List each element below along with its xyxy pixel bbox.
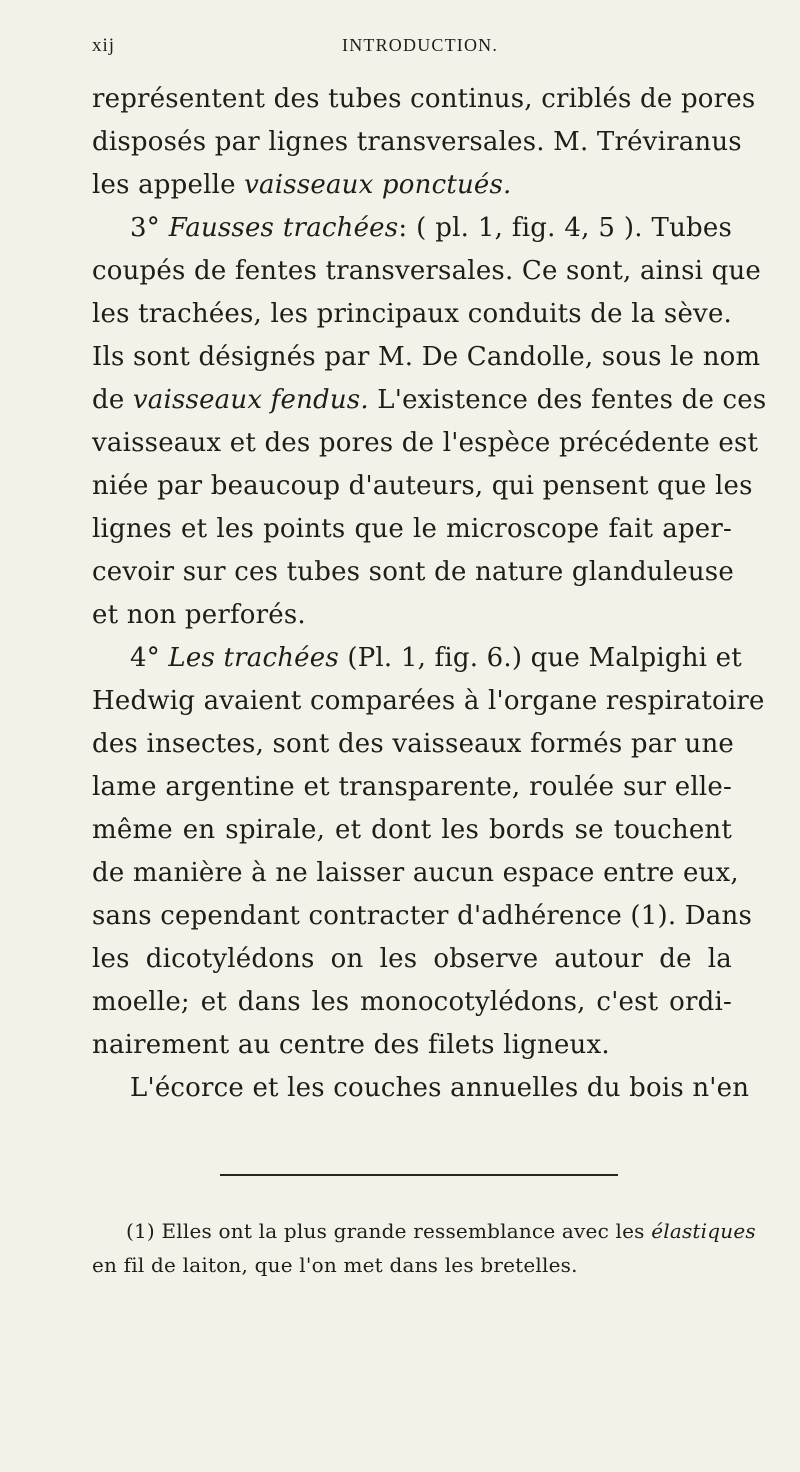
text-line: des insectes, sont des vaisseaux formés par une (92, 729, 735, 759)
page-number: xij (92, 35, 116, 56)
text-line (92, 164, 732, 207)
page-header (92, 35, 732, 69)
text-line: disposés par lignes transversales. M. Tréviranus (92, 127, 742, 157)
text-line: les trachées, les principaux conduits de la sève. (92, 299, 732, 329)
italic-term: Les trachées (168, 643, 339, 673)
text-line (92, 637, 742, 680)
text-fragment: (Pl. 1, fig. 6.) que Malpighi et (338, 643, 742, 673)
running-title: INTRODUCTION. (342, 35, 499, 55)
text-line: moelle; et dans les monocotylédons, c'est ordi- (92, 987, 732, 1017)
text-line: cevoir sur ces tubes sont de nature glanduleuse (92, 557, 734, 587)
text-line: et non perforés. (92, 600, 306, 630)
enumeration: 4° (130, 643, 169, 673)
text-fragment: L'existence des fentes de ces (368, 385, 767, 415)
text-fragment: les appelle (92, 170, 245, 200)
footnote-divider (220, 1174, 618, 1176)
text-line: les dicotylédons on les observe autour de la (92, 944, 732, 974)
text-line: représentent des tubes continus, criblés de pores (92, 84, 756, 114)
text-line: Ils sont désignés par M. De Candolle, sous le nom (92, 342, 761, 372)
text-line: sans cependant contracter d'adhérence (1). Dans (92, 901, 752, 931)
enumeration: 3° (130, 213, 169, 243)
italic-term: vaisseaux ponctués. (244, 170, 512, 200)
footnote (92, 1214, 756, 1282)
text-line: vaisseaux et des pores de l'espèce précédente est (92, 428, 759, 458)
text-fragment: : ( pl. 1, fig. 4, 5 ). Tubes (398, 213, 733, 243)
footnote-text: (1) Elles ont la plus grande ressemblance avec les (126, 1219, 652, 1243)
text-line: L'écorce et les couches annuelles du bois n'en (130, 1073, 750, 1103)
text-line (92, 379, 767, 422)
text-fragment: de (92, 385, 133, 415)
body-text (92, 78, 767, 1110)
text-line: coupés de fentes transversales. Ce sont, ainsi que (92, 256, 762, 286)
text-line: lignes et les points que le microscope fait aper- (92, 514, 732, 544)
text-line: de manière à ne laisser aucun espace entre eux, (92, 858, 739, 888)
footnote-italic-term: élastiques (651, 1219, 756, 1243)
text-line: nairement au centre des filets ligneux. (92, 1030, 610, 1060)
footnote-line (92, 1214, 756, 1248)
text-line: lame argentine et transparente, roulée sur elle- (92, 772, 732, 802)
text-line: niée par beaucoup d'auteurs, qui pensent que les (92, 471, 753, 501)
text-line: Hedwig avaient comparées à l'organe respiratoire (92, 686, 765, 716)
italic-term: vaisseaux fendus. (132, 385, 369, 415)
text-line (92, 207, 732, 250)
footnote-line: en fil de laiton, que l'on met dans les bretelles. (92, 1253, 578, 1277)
text-line: même en spirale, et dont les bords se touchent (92, 815, 732, 845)
italic-term: Fausses trachées (168, 213, 399, 243)
